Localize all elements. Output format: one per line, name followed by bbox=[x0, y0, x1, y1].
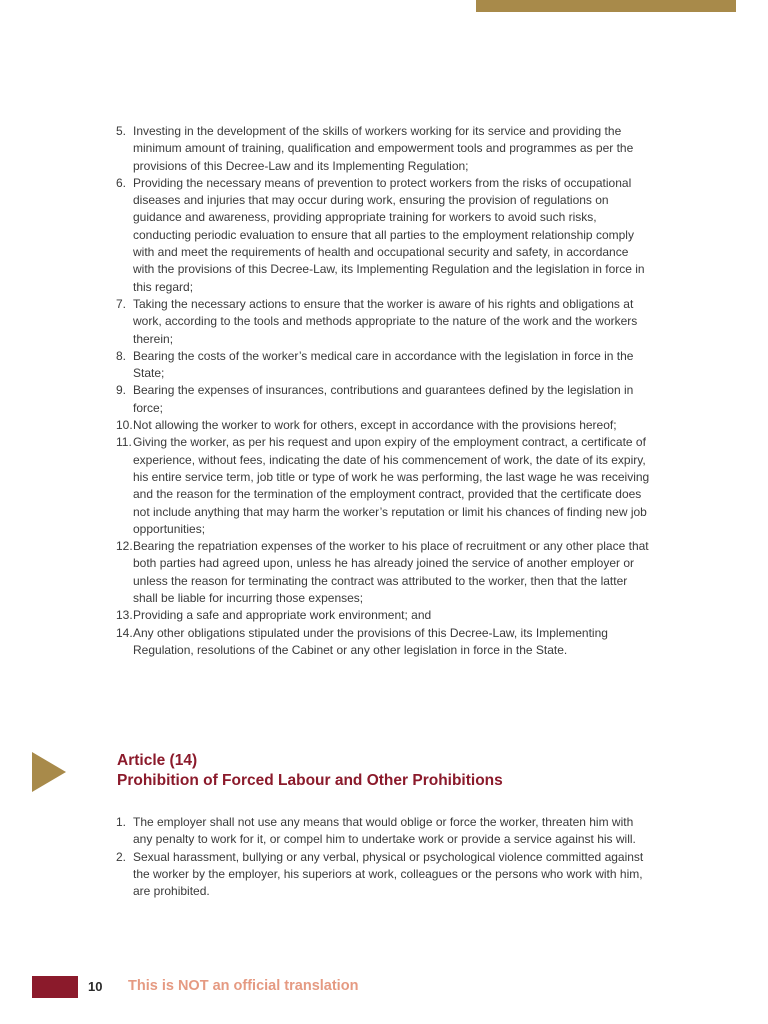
item-number: 8. bbox=[116, 348, 127, 363]
section-arrow-icon bbox=[32, 752, 66, 792]
item-number: 13. bbox=[116, 608, 133, 623]
list-item bbox=[116, 417, 652, 434]
item-text: Taking the necessary actions to ensure that the worker is aware of his rights and obligations at work, according to the tools and methods appropriate to the nature of the work and the workers therein; bbox=[133, 296, 638, 346]
item-text: Investing in the development of the skills of workers working for its service and providing the minimum amount of training, qualification and empowerment tools and programmes as per the provisions of this Decree-Law and its Implementing Regulation; bbox=[133, 124, 634, 173]
list-item bbox=[116, 348, 652, 383]
item-text: Not allowing the worker to work for others, except in accordance with the provisions hereof; bbox=[133, 418, 617, 433]
list-item bbox=[116, 434, 652, 538]
list-item bbox=[116, 175, 652, 296]
item-number: 5. bbox=[116, 124, 127, 138]
item-text: Sexual harassment, bullying or any verbal, physical or psychological violence committed against the worker by the employer, his superiors at work, colleagues or the persons who work with him, are prohibited. bbox=[133, 849, 644, 899]
item-number: 7. bbox=[116, 296, 127, 311]
translation-disclaimer: This is NOT an official translation bbox=[128, 978, 359, 994]
page-number: 10 bbox=[88, 979, 103, 994]
item-text: The employer shall not use any means that would oblige or force the worker, threaten him with any penalty to work for it, or compel him to undertake work or provide a service against his will. bbox=[133, 815, 636, 847]
list-item bbox=[116, 607, 652, 624]
footer-color-block bbox=[32, 976, 78, 998]
item-text: Any other obligations stipulated under the provisions of this Decree-Law, its Implementing Regulation, resolutions of the Cabinet or any other legislation in force in the State. bbox=[133, 625, 608, 657]
item-number: 10. bbox=[116, 418, 133, 433]
top-accent-bar bbox=[476, 0, 736, 12]
list-item bbox=[116, 382, 652, 417]
item-text: Giving the worker, as per his request and upon expiry of the employment contract, a certificate of experience, without fees, indicating the date of his commencement of work, the date of its expiry, his entire service term, job title or type of work he was performing, the last wage he was receiving and the reason for the termination of the employment contract, provided that the certificate does not include anything that may harm the worker’s reputation or limit his chances of finding new job opportunities; bbox=[133, 435, 650, 536]
item-text: Bearing the repatriation expenses of the worker to his place of recruitment or any other place that both parties had agreed upon, unless he has already joined the service of another employer or unless the reason for terminating the contract was attributed to the worker, then that the latter shall be liable for incurring those expenses; bbox=[133, 539, 649, 606]
list-item bbox=[116, 625, 652, 660]
article-number: Article (14) bbox=[117, 752, 198, 769]
item-number: 6. bbox=[116, 175, 127, 190]
item-text: Providing a safe and appropriate work environment; and bbox=[133, 608, 432, 623]
item-number: 9. bbox=[116, 383, 127, 398]
item-number: 14. bbox=[116, 625, 133, 640]
list-item bbox=[116, 296, 652, 348]
article-title: Prohibition of Forced Labour and Other Prohibitions bbox=[117, 772, 503, 789]
item-number: 1. bbox=[116, 815, 127, 829]
item-number: 2. bbox=[116, 849, 127, 864]
item-text: Providing the necessary means of prevention to protect workers from the risks of occupational diseases and injuries that may occur during work, ensuring the provision of regulations on guidance and awareness, providing appropriate training for workers to avoid such risks, conducting periodic evaluation to ensure that all parties to the employment relationship comply with and meet the requirements of health and occupational security and safety, in accordance with the provisions of this Decree-Law, its Implementing Regulation and the legislation in force in this regard; bbox=[133, 175, 645, 294]
item-number: 11. bbox=[116, 435, 132, 450]
list-item bbox=[116, 814, 652, 849]
item-text: Bearing the expenses of insurances, contributions and guarantees defined by the legislation in force; bbox=[133, 383, 634, 415]
item-text: Bearing the costs of the worker’s medical care in accordance with the legislation in force in the State; bbox=[133, 348, 634, 381]
obligations-list bbox=[116, 123, 652, 659]
item-number: 12. bbox=[116, 539, 133, 554]
article-items-list bbox=[116, 814, 652, 900]
list-item bbox=[116, 538, 652, 607]
list-item bbox=[116, 849, 652, 901]
list-item bbox=[116, 123, 652, 175]
